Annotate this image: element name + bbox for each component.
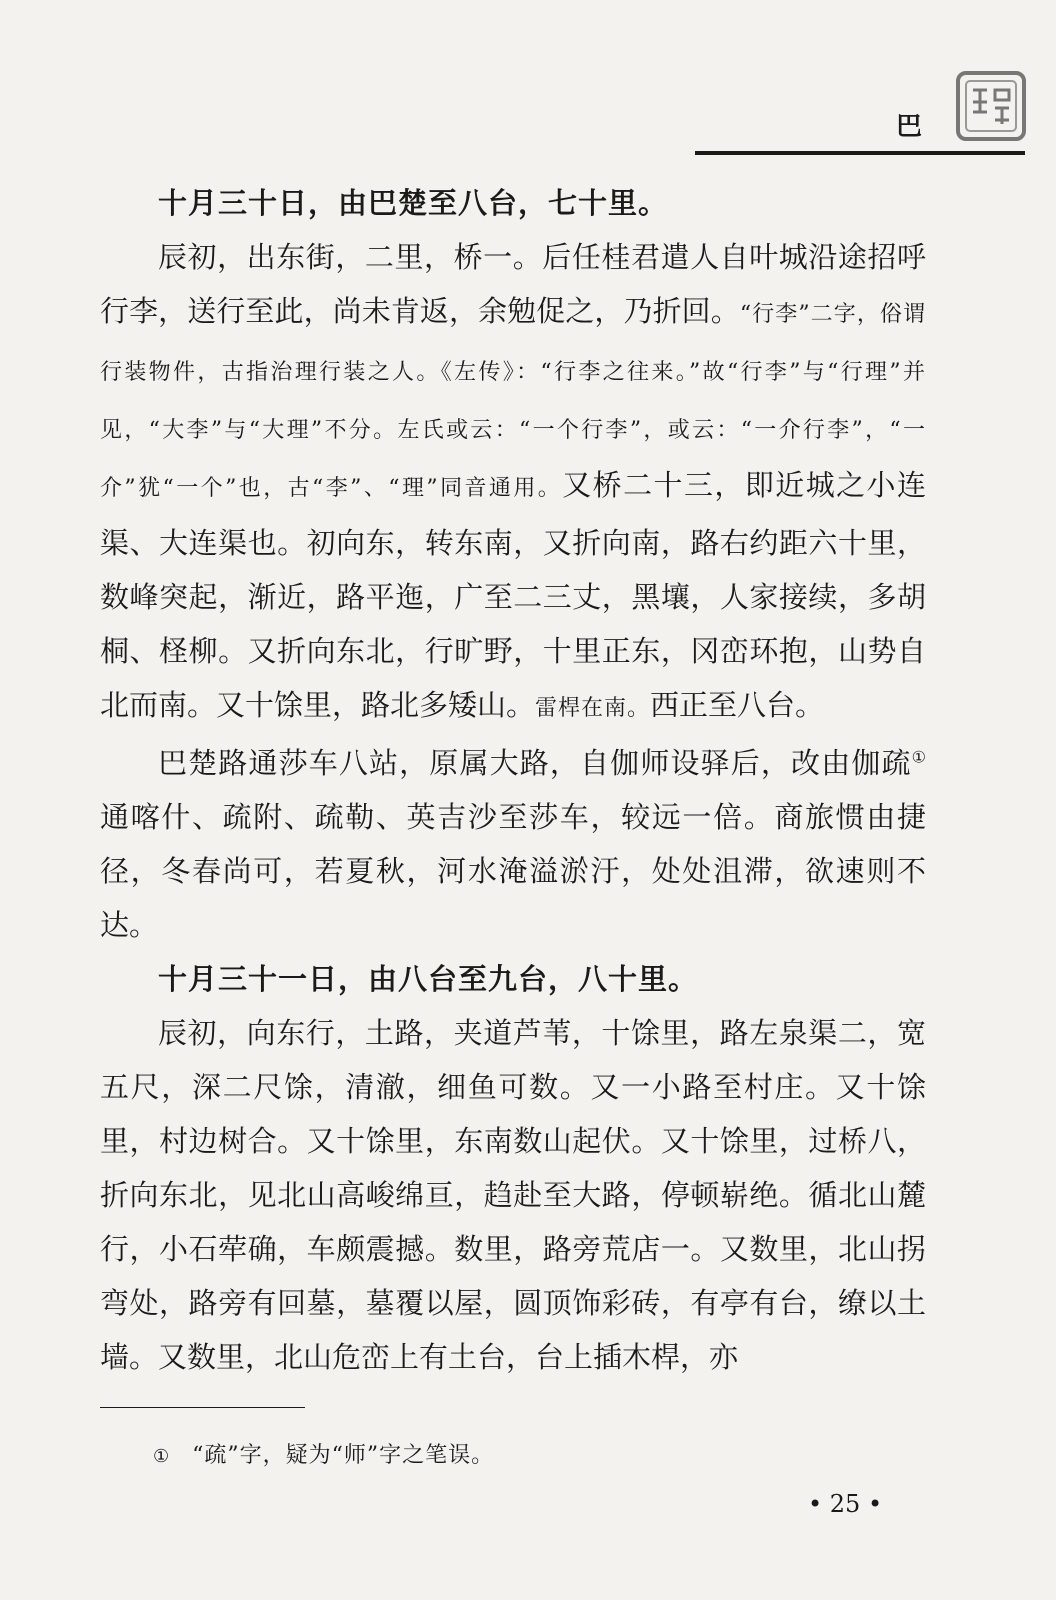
paragraph [100,230,926,736]
paragraph-text: 辰初，向东行，土路，夹道芦苇，十馀里，路左泉渠二，宽五尺，深二尺馀，清澈，细鱼可数。又一小路至村庄。又十馀里，村边树合。又十馀里，东南数山起伏。又十馀里，过桥八，折向东北，见北山高峻绵亘，趋赴至大路，停顿崭绝。循北山麓行，小石荦确，车颇震撼。数里，路旁荒店一。又数里，北山拐弯处，路旁有回墓，墓覆以屋，圆顶饰彩砖，有亭有台，缭以土墙。又数里，北山危峦上有土台，台上插木桿，亦 [100,1016,926,1374]
footnote-marker: ① [153,1446,171,1467]
entry-date: 十月三十一日，由八台至九台，八十里。 [158,962,699,996]
paragraph-text: 辰初，出东街，二里，桥一。后任桂君遣人自叶城沿途招呼行李，送行至此，尚未肯返，余勉促之，乃折回。 [100,240,926,328]
header-rule [695,151,1025,155]
entry-date: 十月三十日，由巴楚至八台，七十里。 [158,186,669,220]
inline-note: “行李”二字，俗谓行装物件，古指治理行装之人。《左传》：“行李之往来。”故“行李”与“行理”并见，“大李”与“大理”不分。左氏或云：“一个行李”，或云：“一介行李”，“一介”犹“一个”也，古“李”、“理”同音通用。 [100,302,926,501]
footnote-text: “疏”字，疑为“师”字之笔误。 [192,1443,495,1468]
paragraph [100,1006,926,1384]
page-number: • 25 • [808,1490,883,1518]
footnote [153,1438,494,1469]
seal-stamp-icon [955,70,1027,142]
paragraph-text: 巴楚路通莎车八站，原属大路，自伽师设驿后，改由伽疏 [158,746,912,780]
footnote-reference[interactable]: ① [911,747,926,767]
paragraph-text: 通喀什、疏附、疏勒、英吉沙至莎车，较远一倍。商旅惯由捷径，冬春尚可，若夏秋，河水淹溢淤汙，处处沮滞，欲速则不达。 [100,800,926,942]
running-head: 巴 [896,112,923,142]
body-text [100,176,926,1384]
footnote-rule [100,1407,305,1408]
paragraph [100,736,926,952]
inline-note: 雷桿在南。 [535,696,651,721]
paragraph-text: 又桥二十三，即近城之小连渠、大连渠也。初向东，转东南，又折向南，路右约距六十里，数峰突起，渐近，路平迤，广至二三丈，黑壤，人家接续，多胡桐、柽柳。又折向东北，行旷野，十里正东，冈峦环抱，山势自北而南。又十馀里，路北多矮山。 [100,468,926,722]
paragraph-text: 西正至八台。 [650,688,825,722]
